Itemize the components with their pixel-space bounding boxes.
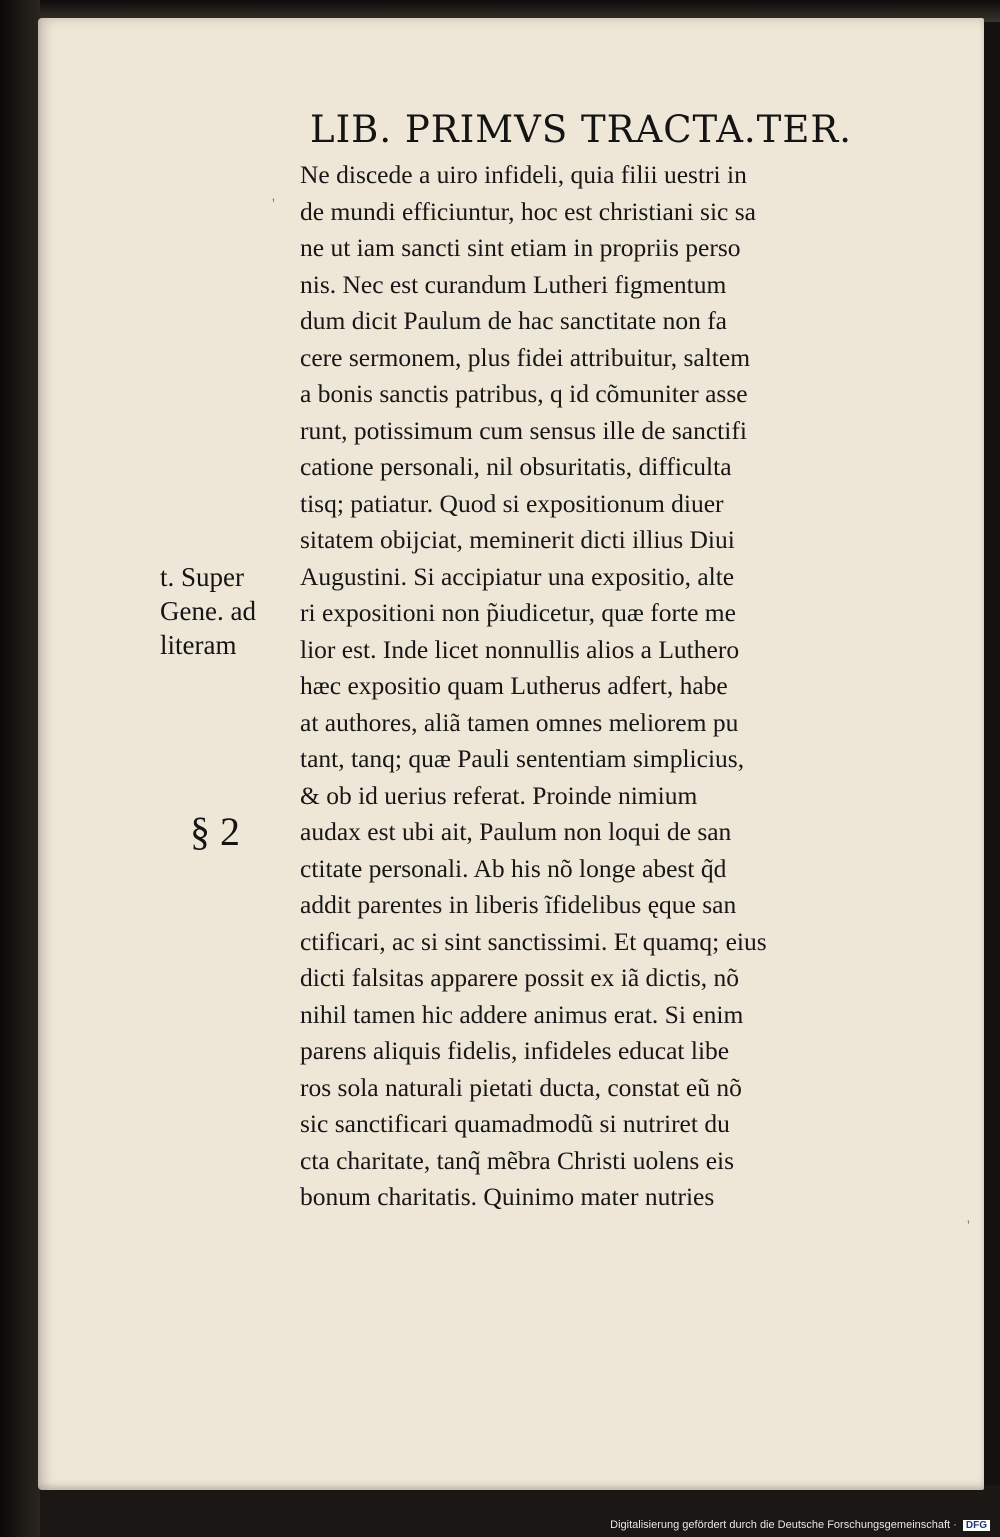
text-line: Augustini. Si accipiatur una expositio, alte [300, 561, 735, 591]
dfg-logo-icon: DFG [963, 1520, 990, 1531]
text-line: tant, tanq; quæ Pauli sententiam simplicius, [300, 744, 745, 773]
digitization-credit [610, 1519, 990, 1531]
text-line: a bonis sanctis patribus, q id cõmuniter asse [300, 379, 748, 408]
text-line: nihil tamen hic addere animus erat. Si enim [300, 999, 744, 1029]
body-text [300, 157, 940, 1216]
marginal-note [160, 560, 300, 662]
text-line: & ob id uerius referat. Proinde nimium [300, 780, 698, 810]
text-line: sitatem obijciat, meminerit dicti illius Diui [300, 525, 735, 554]
text-line: nis. Nec est curandum Lutheri figmentum [300, 269, 727, 299]
text-line: at authores, aliã tamen omnes meliorem pu [300, 707, 739, 737]
text-line: sic sanctificari quamadmodũ si nutriret du [300, 1109, 730, 1138]
running-header: LIB. PRIMVS TRACTA.TER. [310, 108, 852, 151]
text-line: ctificari, ac si sint sanctissimi. Et quamq; eius [300, 926, 767, 956]
marginal-note-line: t. Super [160, 562, 244, 592]
margin-tick-mark: ' [272, 196, 275, 213]
text-line: audax est ubi ait, Paulum non loqui de san [300, 817, 732, 846]
text-line: hæc expositio quam Lutherus adfert, habe [300, 671, 728, 700]
text-line: cere sermonem, plus fidei attribuitur, saltem [300, 342, 751, 372]
text-line: runt, potissimum cum sensus ille de sanctifi [300, 415, 747, 445]
text-line: lior est. Inde licet nonnullis alios a Luthero [300, 634, 740, 664]
text-line: catione personali, nil obsuritatis, difficulta [300, 452, 732, 481]
text-line: dum dicit Paulum de hac sanctitate non fa [300, 306, 728, 335]
marginal-note-line: Gene. ad [160, 596, 256, 626]
section-mark: § 2 [190, 809, 240, 854]
text-line: ri expositioni non p̃iudicetur, quæ forte me [300, 598, 736, 627]
text-line: ros sola naturali pietati ducta, constat eũ nõ [300, 1072, 742, 1102]
text-line: dicti falsitas apparere possit ex iã dictis, nõ [300, 963, 740, 992]
book-spine [0, 0, 40, 1537]
text-line: ctitate personali. Ab his nõ longe abest q̃d [300, 853, 727, 883]
text-line: addit parentes in liberis ĩfidelibus ęque san [300, 890, 737, 919]
margin-tick-mark: ' [967, 1218, 970, 1235]
text-line: bonum charitatis. Quinimo mater nutries [300, 1182, 715, 1211]
text-line: tisq; patiatur. Quod si expositionum diuer [300, 488, 724, 518]
text-line: ne ut iam sancti sint etiam in propriis perso [300, 233, 741, 262]
text-line: de mundi efficiuntur, hoc est christiani sic sa [300, 196, 756, 226]
text-line: Ne discede a uiro infideli, quia filii uestri in [300, 160, 747, 189]
marginal-note-line: literam [160, 630, 237, 660]
credit-text: Digitalisierung gefördert durch die Deutsche Forschungsgemeinschaft · [610, 1519, 957, 1531]
text-line: parens aliquis fidelis, infideles educat libe [300, 1036, 730, 1065]
text-line: cta charitate, tanq̃ mẽbra Christi uolens eis [300, 1145, 735, 1175]
